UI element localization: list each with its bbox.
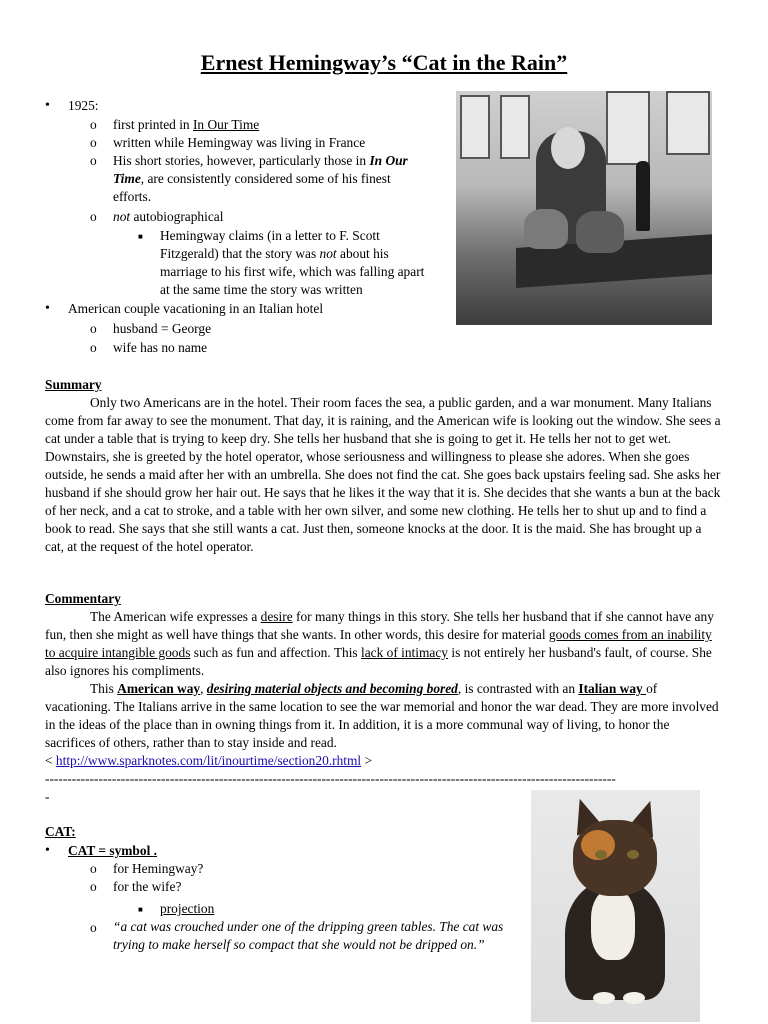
commentary-heading: Commentary — [45, 591, 121, 606]
list-item-cat-symbol: CAT = symbol . — [68, 843, 157, 858]
circle-bullet-icon: o — [90, 321, 97, 336]
circle-bullet-icon: o — [90, 117, 97, 132]
sparknotes-link[interactable]: http://www.sparknotes.com/lit/inourtime/section20.rhtml — [55, 753, 362, 768]
hemingway-cats-photo — [456, 91, 712, 325]
circle-bullet-icon: o — [90, 879, 97, 894]
bullet-icon: • — [45, 98, 50, 113]
list-item-quote: “a cat was crouched under one of the dripping green tables. The cat was trying to make herself so compact that she would not be dripped on.” — [113, 919, 504, 952]
list-item-not-autobiographical: not autobiographical — [113, 209, 224, 224]
list-item-couple: American couple vacationing in an Italian hotel — [68, 301, 324, 316]
bullet-icon: • — [45, 301, 50, 316]
list-item-husband: husband = George — [113, 321, 212, 336]
list-item-first-printed: first printed in In Our Time — [113, 117, 260, 132]
list-item-for-hemingway: for Hemingway? — [113, 861, 204, 876]
commentary-paragraph-1: The American wife expresses a desire for many things in this story. She tells her husband that if she cannot have any fun, then she might as well have things that she wants. In other words, this desire for material goods comes from an inability to acquire intangible goods such as fun and affection. This lack of intimacy is not entirely her husband's fault, of course. She also ignores his compliments. — [45, 609, 714, 678]
circle-bullet-icon: o — [90, 920, 97, 935]
page-title: Ernest Hemingway’s “Cat in the Rain” — [200, 50, 568, 75]
summary-paragraph: Only two Americans are in the hotel. Their room faces the sea, a public garden, and a war monument. Many Italians come from far away to see the monument. That day, it is raining, and the American wife is looking out the window. She sees a cat under a table that is trying to keep dry. She tells her husband that she is going to get it. He tells her not to get wet. Downstairs, she is greeted by the hotel operator, whose seriousness and willingness to please she adores. When she goes outside, he sends a maid after her with an umbrella. She does not find the cat. She goes back upstairs feeling sad. She asks her husband if she should grow her hair out. He says that he likes it the way that it is. She decides that she wants a bun at the back of her neck, and a cat to stroke, and a table with her own silver, and some new clothing. He tells her to shut up and to find a book to read. She says that she still wants a cat. Just then, someone knocks at the door. It is the maid. She has brought up a cat, at the request of the hotel operator. — [45, 395, 721, 554]
list-item-projection: projection — [160, 901, 215, 916]
circle-bullet-icon: o — [90, 861, 97, 876]
source-link-line: < http://www.sparknotes.com/lit/inourtime/section20.rhtml > — [45, 753, 373, 768]
list-item-1925: 1925: — [68, 98, 99, 113]
divider-line: -------------------------------------------------------------------------------------------------------------------------------- — [45, 771, 616, 786]
square-bullet-icon: ■ — [138, 232, 143, 241]
list-item-written-while: written while Hemingway was living in France — [113, 135, 366, 150]
divider-tail: - — [45, 789, 50, 804]
commentary-paragraph-2: This American way, desiring material objects and becoming bored, is contrasted with an Italian way of vacationing. The Italians arrive in the same location to see the war memorial and honor the war dead. They are more involved in the ideas of the place than in owning things from it. In addition, it is a more communal way of living, to honor the sacrifices of others, rather than to stay inside and read. — [45, 681, 719, 750]
cat-heading: CAT: — [45, 824, 76, 839]
list-item-short-stories: His short stories, however, particularly those in In Our Time, are consistently considered some of his finest efforts. — [113, 153, 408, 204]
summary-heading: Summary — [45, 377, 102, 392]
circle-bullet-icon: o — [90, 340, 97, 355]
circle-bullet-icon: o — [90, 135, 97, 150]
circle-bullet-icon: o — [90, 209, 97, 224]
list-item-wife: wife has no name — [113, 340, 208, 355]
circle-bullet-icon: o — [90, 153, 97, 168]
list-item-claims: Hemingway claims (in a letter to F. Scott Fitzgerald) that the story was not about his marriage to his first wife, which was falling apart at the same time the story was written — [160, 228, 425, 297]
bullet-icon: • — [45, 843, 50, 858]
square-bullet-icon: ■ — [138, 905, 143, 914]
list-item-for-wife: for the wife? — [113, 879, 182, 894]
kitten-photo — [531, 790, 700, 1022]
